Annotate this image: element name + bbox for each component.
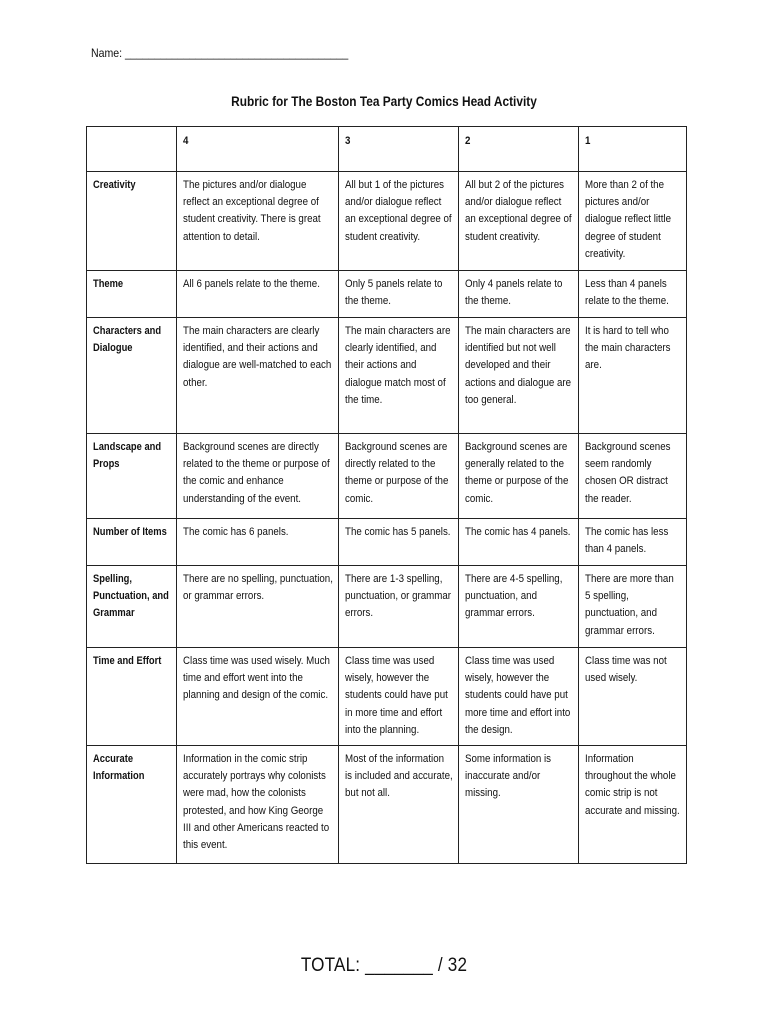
table-cell: Class time was used wisely. Much time and effort went into the planning and design of the comic. [177, 648, 339, 746]
table-cell: Background scenes are directly related to the theme or purpose of the comic and enhance understanding of the event. [177, 434, 339, 519]
criterion-accurate-information: Accurate Information [87, 746, 177, 864]
criterion-characters-dialogue: Characters and Dialogue [87, 318, 177, 434]
total-score-line: TOTAL: _______ / 32 [300, 955, 468, 976]
table-row [87, 648, 687, 746]
table-row [87, 434, 687, 519]
table-cell: The comic has less than 4 panels. [579, 519, 687, 566]
table-row [87, 318, 687, 434]
header-cell-score-3: 3 [339, 127, 459, 172]
table-cell: Background scenes seem randomly chosen OR distract the reader. [579, 434, 687, 519]
table-header-row [87, 127, 687, 172]
table-cell: Background scenes are generally related to the theme or purpose of the comic. [459, 434, 579, 519]
table-cell: There are more than 5 spelling, punctuation, and grammar errors. [579, 566, 687, 648]
table-cell: Class time was not used wisely. [579, 648, 687, 746]
table-row [87, 172, 687, 271]
table-cell: Class time was used wisely, however the students could have put in more time and effort into the planning. [339, 648, 459, 746]
table-cell: Background scenes are directly related to the theme or purpose of the comic. [339, 434, 459, 519]
table-row [87, 519, 687, 566]
table-cell: All but 1 of the pictures and/or dialogue reflect an exceptional degree of student creativity. [339, 172, 459, 271]
table-cell: The pictures and/or dialogue reflect an exceptional degree of student creativity. There is great attention to detail. [177, 172, 339, 271]
table-cell: There are 4-5 spelling, punctuation, and grammar errors. [459, 566, 579, 648]
table-cell: Class time was used wisely, however the students could have put more time and effort into the design. [459, 648, 579, 746]
criterion-theme: Theme [87, 271, 177, 318]
criterion-creativity: Creativity [87, 172, 177, 271]
table-cell: The comic has 5 panels. [339, 519, 459, 566]
page-title: Rubric for The Boston Tea Party Comics Head Activity [231, 94, 537, 109]
table-cell: Most of the information is included and accurate, but not all. [339, 746, 459, 864]
table-cell: Only 4 panels relate to the theme. [459, 271, 579, 318]
table-cell: The main characters are clearly identified, and their actions and dialogue match most of the time. [339, 318, 459, 434]
table-cell: Less than 4 panels relate to the theme. [579, 271, 687, 318]
rubric-table [86, 126, 687, 864]
table-row [87, 566, 687, 648]
table-cell: There are no spelling, punctuation, or grammar errors. [177, 566, 339, 648]
criterion-time-effort: Time and Effort [87, 648, 177, 746]
table-cell: Only 5 panels relate to the theme. [339, 271, 459, 318]
table-cell: The comic has 4 panels. [459, 519, 579, 566]
header-cell-blank [87, 127, 177, 172]
table-cell: It is hard to tell who the main characters are. [579, 318, 687, 434]
table-cell: Information in the comic strip accurately portrays why colonists were mad, how the colonists protested, and how King George III and other Americans reacted to this event. [177, 746, 339, 864]
table-row [87, 271, 687, 318]
criterion-number-of-items: Number of Items [87, 519, 177, 566]
criterion-landscape-props: Landscape and Props [87, 434, 177, 519]
header-cell-score-1: 1 [579, 127, 687, 172]
table-cell: The main characters are clearly identified, and their actions and dialogue are well-matched to each other. [177, 318, 339, 434]
criterion-spelling-grammar: Spelling, Punctuation, and Grammar [87, 566, 177, 648]
name-field-line: Name: ______________________________________ [91, 46, 349, 60]
table-cell: All 6 panels relate to the theme. [177, 271, 339, 318]
table-cell: There are 1-3 spelling, punctuation, or grammar errors. [339, 566, 459, 648]
table-cell: More than 2 of the pictures and/or dialogue reflect little degree of student creativity. [579, 172, 687, 271]
header-cell-score-4: 4 [177, 127, 339, 172]
table-cell: The comic has 6 panels. [177, 519, 339, 566]
table-cell: Some information is inaccurate and/or missing. [459, 746, 579, 864]
table-cell: All but 2 of the pictures and/or dialogue reflect an exceptional degree of student creativity. [459, 172, 579, 271]
header-cell-score-2: 2 [459, 127, 579, 172]
table-row [87, 746, 687, 864]
table-cell: The main characters are identified but not well developed and their actions and dialogue are too general. [459, 318, 579, 434]
table-cell: Information throughout the whole comic strip is not accurate and missing. [579, 746, 687, 864]
